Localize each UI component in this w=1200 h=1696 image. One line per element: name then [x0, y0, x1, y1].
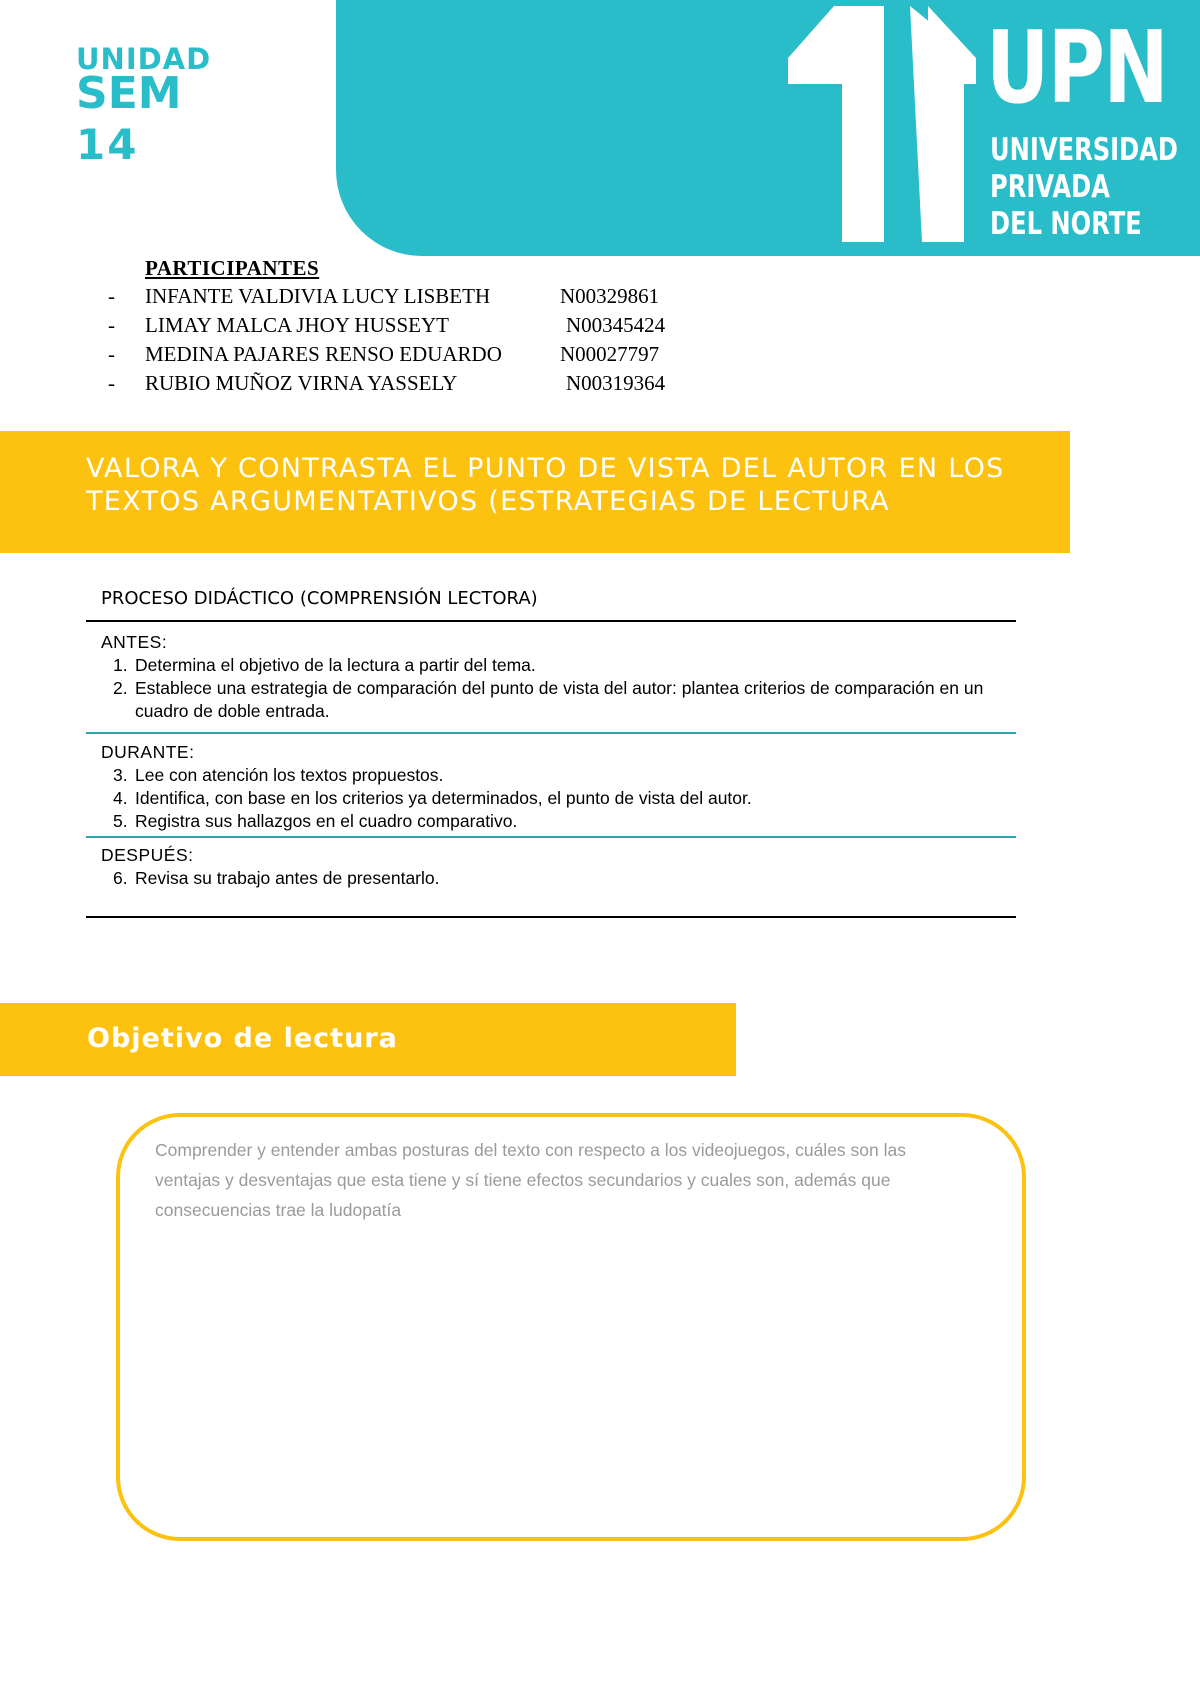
section-title: ANTES: [101, 632, 168, 652]
participant-code: N00345424 [566, 313, 666, 337]
participant-row [108, 282, 660, 311]
item-number: 2. [113, 678, 128, 698]
process-title: PROCESO DIDÁCTICO (COMPRENSIÓN LECTORA) [101, 588, 538, 609]
sem-label: SEM [76, 68, 182, 119]
list-item [101, 654, 1001, 677]
list-item [101, 810, 1001, 833]
section-title: DESPUÉS: [101, 845, 194, 865]
week-number: 14 [76, 120, 139, 169]
participant-code: N00319364 [566, 371, 666, 395]
item-number: 4. [113, 788, 128, 808]
list-dash: - [108, 371, 115, 395]
divider [86, 916, 1016, 918]
item-text: Identifica, con base en los criterios ya determinados, el punto de vista del autor. [135, 788, 752, 808]
item-text: Establece una estrategia de comparación del punto de vista del autor: plantea criterios de comparación en un cuadro de doble entrada. [135, 678, 984, 721]
item-number: 6. [113, 868, 128, 888]
divider [86, 732, 1016, 734]
logo-line-3: DEL NORTE [990, 206, 1142, 242]
page-title: VALORA Y CONTRASTA EL PUNTO DE VISTA DEL AUTOR EN LOS TEXTOS ARGUMENTATIVOS (ESTRATEGIAS DE LECTURA [86, 453, 1005, 517]
divider [86, 836, 1016, 838]
item-text: Lee con atención los textos propuestos. [135, 765, 444, 785]
section-antes [101, 631, 1001, 723]
participant-name: RUBIO MUÑOZ VIRNA YASSELY [145, 371, 458, 395]
item-number: 1. [113, 655, 128, 675]
section-despues [101, 844, 1001, 890]
divider [86, 620, 1016, 622]
participant-code: N00329861 [560, 284, 660, 308]
logo-subtitle [990, 132, 1178, 243]
participant-row [108, 340, 660, 369]
list-item [101, 677, 1001, 723]
item-text: Revisa su trabajo antes de presentarlo. [135, 868, 440, 888]
logo-name: UPN [986, 9, 1168, 126]
logo-line-1: UNIVERSIDAD [990, 132, 1178, 168]
participants-list [108, 254, 666, 398]
participant-name: INFANTE VALDIVIA LUCY LISBETH [145, 284, 491, 308]
participant-code: N00027797 [560, 342, 660, 366]
participant-name: MEDINA PAJARES RENSO EDUARDO [145, 342, 502, 366]
item-number: 5. [113, 811, 128, 831]
unit-label: UNIDAD [76, 42, 212, 76]
participant-name: LIMAY MALCA JHOY HUSSEYT [145, 313, 449, 337]
item-text: Determina el objetivo de la lectura a partir del tema. [135, 655, 536, 675]
objective-text: Comprender y entender ambas posturas del texto con respecto a los videojuegos, cuáles son las ventajas y desventajas que esta tiene y sí tiene efectos secundarios y cuales son, además que consecuencias trae la ludopatía [155, 1140, 906, 1220]
section-durante [101, 741, 1001, 833]
logo-line-2: PRIVADA [990, 169, 1110, 205]
objective-title: Objetivo de lectura [87, 1023, 398, 1054]
item-number: 3. [113, 765, 128, 785]
item-text: Registra sus hallazgos en el cuadro comparativo. [135, 811, 518, 831]
section-title: DURANTE: [101, 742, 195, 762]
unit-badge [76, 42, 211, 170]
participants-title: PARTICIPANTES [145, 256, 320, 280]
list-item [101, 867, 1001, 890]
participant-row [108, 311, 666, 340]
list-dash: - [108, 313, 115, 337]
list-item [101, 764, 1001, 787]
participant-row [108, 369, 666, 398]
list-dash: - [108, 284, 115, 308]
list-item [101, 787, 1001, 810]
list-dash: - [108, 342, 115, 366]
